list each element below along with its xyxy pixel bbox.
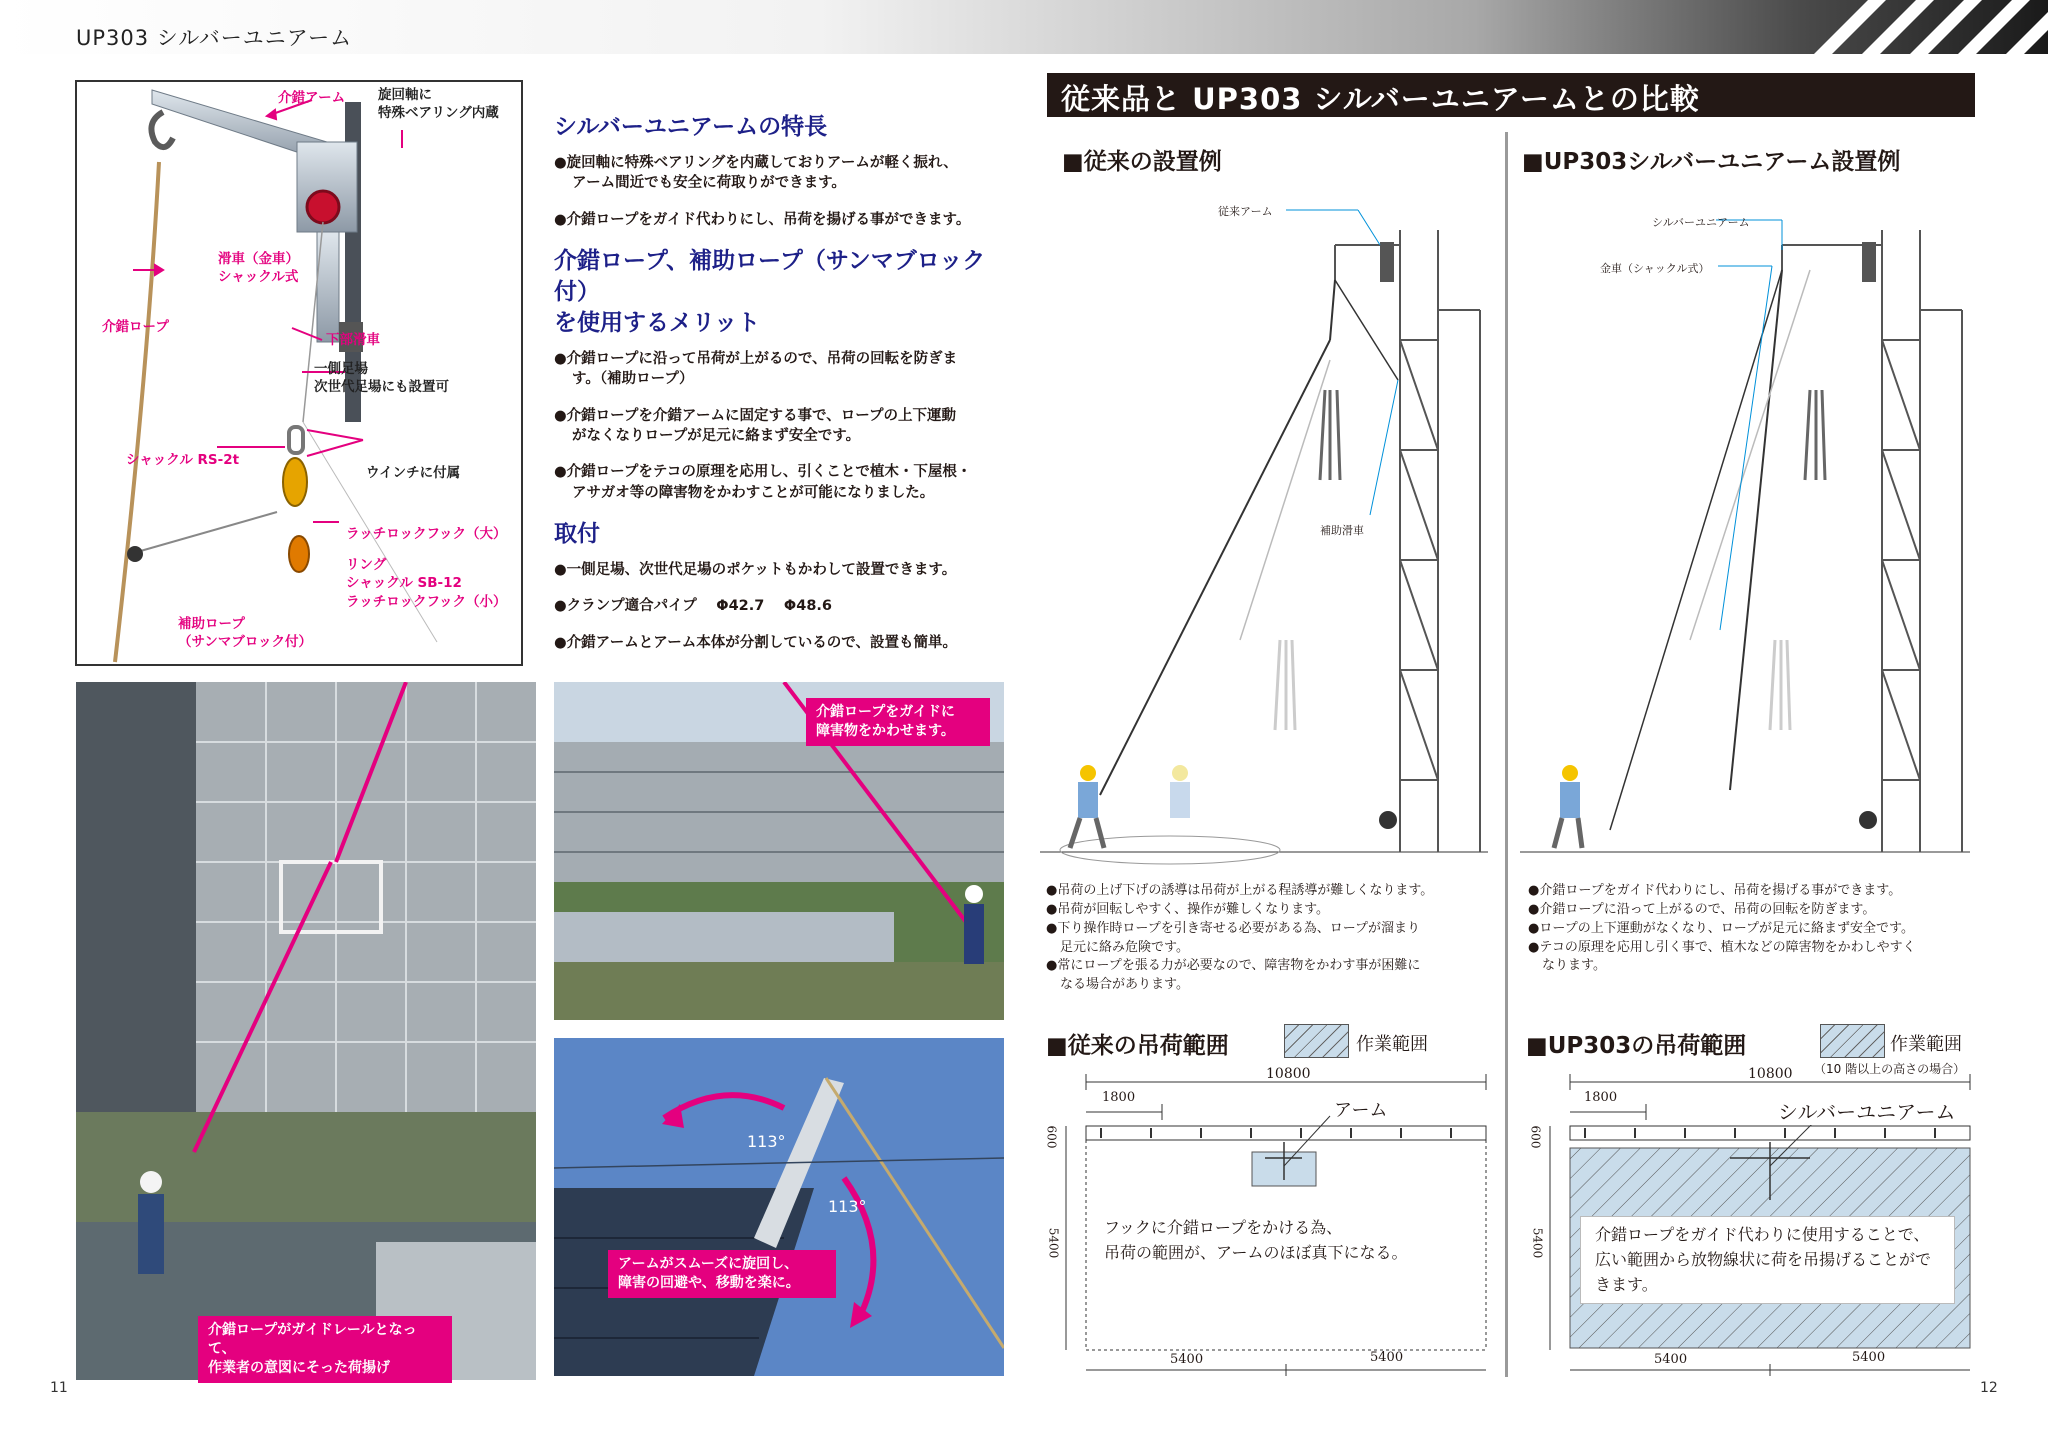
feature-text: ●一側足場、次世代足場のポケットもかわして設置できます。 — [554, 561, 957, 578]
caption-rotation: アームがスムーズに旋回し、 障害の回避や、移動を楽に。 — [608, 1250, 836, 1298]
work-range-legend: 作業範囲 — [1356, 1034, 1428, 1055]
dimension-5400-a: 5400 — [1654, 1352, 1688, 1367]
label-shackle-rs: シャックル RS-2t — [126, 452, 240, 468]
bullet-item: ●介錯ロープに沿って上がるので、吊荷の回転を防ぎます。 — [1528, 901, 1876, 917]
label-silver-uni-arm: シルバーユニアーム — [1652, 216, 1750, 229]
features-column — [554, 112, 1014, 669]
up303-diagram — [1520, 190, 1980, 870]
right-heading: ■UP303シルバーユニアーム設置例 — [1522, 149, 1901, 175]
bullet-item: ●吊荷の上げ下げの誘導は吊荷が上がる程誘導が難しくなります。 — [1046, 883, 1434, 898]
feature-text: ●介錯アームとアーム本体が分割しているので、設置も簡単。 — [554, 634, 957, 651]
bullet-item: ●ロープの上下運動がなくなり、ロープが足元に絡まず安全です。 — [1528, 920, 1915, 936]
dimension-600: 600 — [1528, 1125, 1543, 1149]
main-rope — [115, 162, 159, 662]
caption-guide-rail: 介錯ロープがガイドレールとなって、 作業者の意図にそった荷揚げ — [198, 1316, 452, 1383]
comparison-title-bar — [1047, 73, 1975, 117]
bullet-item: ●介錯ロープをガイド代わりにし、吊荷を揚げる事ができます。 — [1528, 883, 1902, 898]
caption-obstacle: 介錯ロープをガイドに 障害物をかわせます。 — [806, 698, 990, 746]
left-heading: ■従来の設置例 — [1062, 149, 1222, 175]
column-divider — [1505, 132, 1508, 1377]
feature-text: ●クランプ適合パイプ Φ42.7 Φ48.6 — [554, 598, 833, 615]
conventional-range-note: フックに介錯ロープをかける為、 吊荷の範囲が、アームのほぼ真下になる。 — [1104, 1218, 1408, 1262]
dimension-1800: 1800 — [1584, 1090, 1618, 1105]
feature-text: ●介錯ロープをテコの原理を応用し、引くことで植木・下屋根・ アサガオ等の障害物をかわすことが可能になりました。 — [554, 464, 972, 501]
page-number-right: 12 — [1980, 1380, 1998, 1396]
up303-range-heading: ■UP303の吊荷範囲 — [1526, 1033, 1747, 1059]
feature-text: ●介錯ロープを介錯アームに固定する事で、ロープの上下運動 がなくなりロープが足元に絡まず安全です。 — [554, 407, 956, 444]
label-pulley: 滑車（金車） シャックル式 — [218, 251, 299, 286]
install-heading: 取付 — [554, 520, 600, 547]
bullet-item: ●テコの原理を応用し引く事で、植木などの障害物をかわしやすく なります。 — [1528, 939, 1916, 974]
features-heading: シルバーユニアームの特長 — [554, 114, 828, 140]
dimension-total: 10800 — [1266, 1066, 1311, 1082]
dimension-5400-a: 5400 — [1170, 1352, 1204, 1367]
dimension-5400-b: 5400 — [1370, 1350, 1404, 1365]
up303-range-note: 介錯ロープをガイド代わりに使用することで、 広い範囲から放物線状に荷を吊揚げることがで きます。 — [1580, 1216, 1955, 1304]
plan-arm-label: アーム — [1334, 1100, 1388, 1121]
pulley — [307, 191, 339, 223]
page-number-left: 11 — [50, 1380, 68, 1396]
work-range-legend: 作業範囲 — [1890, 1034, 1962, 1055]
feature-text: ●介錯ロープをガイド代わりにし、吊荷を揚げる事ができます。 — [554, 211, 971, 228]
dimension-600: 600 — [1044, 1125, 1059, 1149]
dimension-total: 10800 — [1748, 1066, 1793, 1082]
label-latch-small: ラッチロックフック（小） — [346, 594, 507, 610]
work-range-legend-swatch — [1284, 1024, 1349, 1058]
label-latch-large: ラッチロックフック（大） — [346, 526, 507, 542]
label-pivot: 旋回軸に 特殊ベアリング内蔵 — [378, 87, 499, 122]
label-kaisaku-arm: 介錯アーム — [278, 90, 346, 106]
label-kaisaku-rope: 介錯ロープ — [102, 319, 169, 335]
work-range-legend-swatch — [1820, 1024, 1885, 1058]
label-ring: リング — [346, 557, 387, 573]
dimension-5400-vertical: 5400 — [1530, 1227, 1545, 1259]
feature-text: ●介錯ロープに沿って吊荷が上がるので、吊荷の回転を防ぎま す。（補助ロープ） — [554, 351, 958, 388]
dimension-5400-vertical: 5400 — [1046, 1227, 1061, 1259]
header-stripes — [1808, 0, 2048, 54]
comparison-title: 従来品と UP303 シルバーユニアームとの比較 — [1061, 82, 1700, 116]
dimension-1800: 1800 — [1102, 1090, 1136, 1105]
label-conventional-arm: 従来アーム — [1218, 205, 1273, 218]
label-aux-rope: 補助ロープ （サンマブロック付） — [178, 616, 313, 651]
merit-heading: 介錯ロープ、補助ロープ（サンマブロック付） を使用するメリット — [554, 247, 986, 337]
dimension-5400-b: 5400 — [1852, 1350, 1886, 1365]
bullet-item: ●常にロープを張る力が必要なので、障害物をかわす事が困難に なる場合があります。 — [1046, 958, 1421, 993]
bullet-item: ●吊荷が回転しやすく、操作が難しくなります。 — [1046, 901, 1330, 917]
header-title: UP303 シルバーユニアーム — [76, 26, 353, 50]
photo-building — [76, 682, 536, 1380]
conventional-diagram — [1040, 190, 1500, 870]
feature-text: ●旋回軸に特殊ベアリングを内蔵しておりアームが軽く振れ、 アーム間近でも安全に荷取りができます。 — [554, 155, 958, 192]
label-kanaguruma: 金車（シャックル式） — [1600, 262, 1710, 275]
label-scaffold: 一側足場 次世代足場にも設置可 — [314, 361, 449, 396]
label-winch: ウインチに付属 — [366, 465, 461, 481]
angle-label: 113° — [747, 1132, 786, 1151]
angle-label: 113° — [828, 1197, 867, 1216]
label-shackle-sb: シャックル SB-12 — [346, 575, 462, 591]
label-lower-pulley: 下部滑車 — [326, 332, 380, 348]
legend-note: （10 階以上の高さの場合） — [1814, 1062, 1966, 1076]
conventional-bullets — [1046, 882, 1496, 995]
up303-bullets — [1528, 882, 1978, 976]
bullet-item: ●下り操作時ロープを引き寄せる必要がある為、ロープが溜まり 足元に絡み危険です。 — [1046, 920, 1421, 955]
label-aux-pulley: 補助滑車 — [1320, 524, 1364, 537]
photo-rotation — [554, 1038, 1004, 1376]
plan-silver-arm-label: シルバーユニアーム — [1774, 1096, 1960, 1125]
conventional-range-heading: ■従来の吊荷範囲 — [1046, 1033, 1229, 1059]
